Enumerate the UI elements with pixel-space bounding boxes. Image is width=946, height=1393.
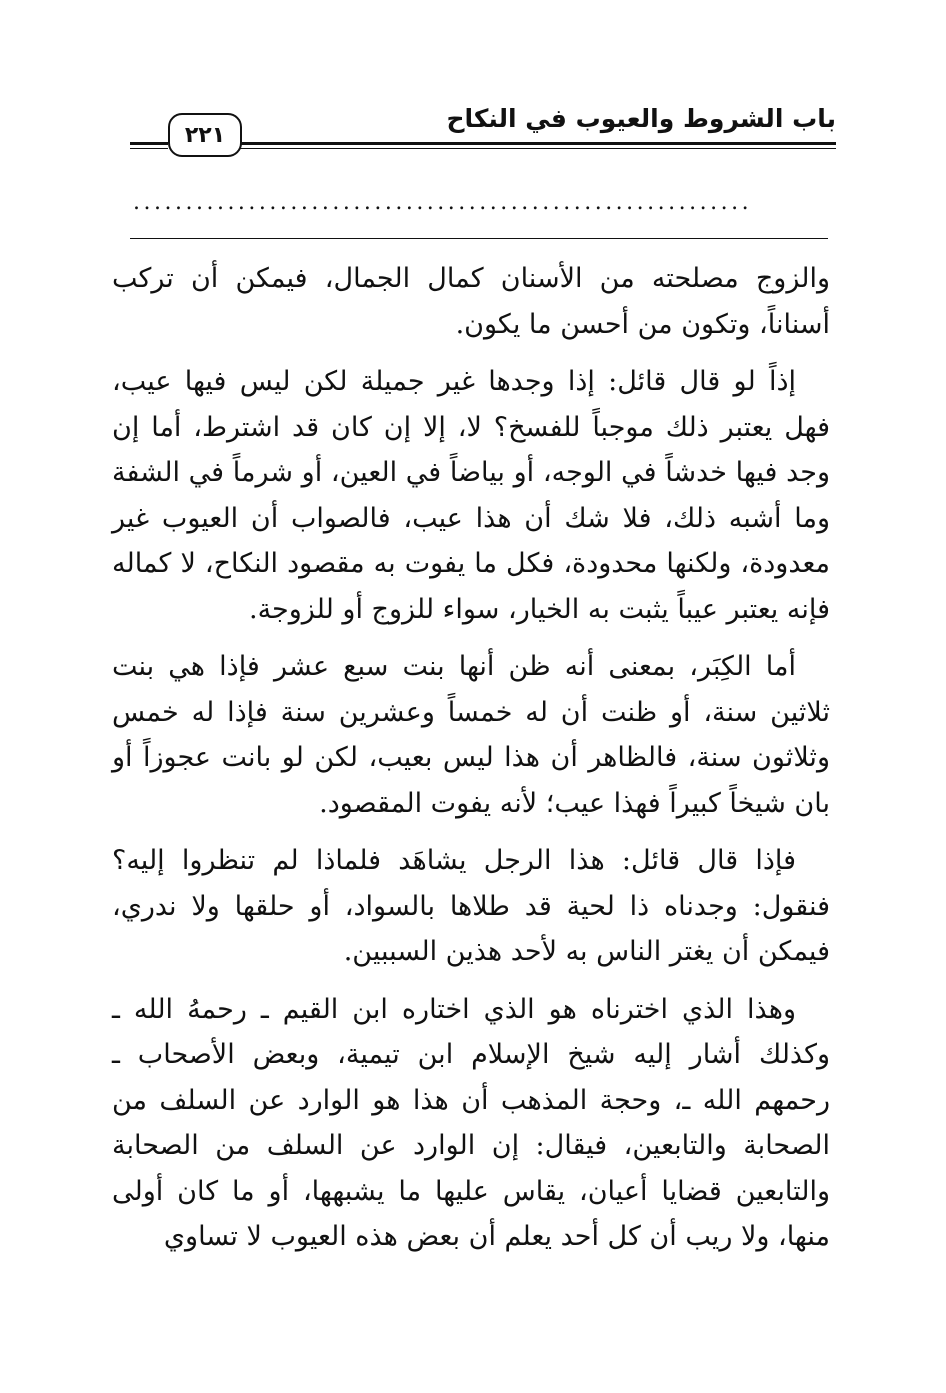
- body-text: [112, 256, 830, 1272]
- paragraph: إذاً لو قال قائل: إذا وجدها غير جميلة لكن ليس فيها عيب، فهل يعتبر ذلك موجباً للفسخ؟ لا، إلا إن كان قد اشترط، أما إن وجد فيها خدشاً في الوجه، أو بياضاً في العين، أو شرماً في الشفة وما أشبه ذلك، فلا شك أن هذا عيب، فالصواب أن العيوب غير معدودة، ولكنها محدودة، فكل ما يفوت به مقصود النكاح، لا كماله فإنه يعتبر عيباً يثبت به الخيار، سواء للزوج أو للزوجة.: [112, 366, 830, 625]
- running-header-title: باب الشروط والعيوب في النكاح: [446, 104, 836, 133]
- paragraph: وهذا الذي اخترناه هو الذي اختاره ابن القيم ـ رحمهُ الله ـ وكذلك أشار إليه شيخ الإسلام ابن تيمية، وبعض الأصحاب ـ رحمهم الله ـ، وحجة المذهب أن هذا هو الوارد عن السلف من الصحابة والتابعين، فيقال: إن الوارد عن السلف من الصحابة والتابعين قضايا أعيان، يقاس عليها ما يشبهها، أو ما كان أولى منها، ولا ريب أن كل أحد يعلم أن بعض هذه العيوب لا تساوي: [112, 993, 830, 1252]
- header-rule-left: [130, 142, 168, 149]
- separator-rule: [130, 238, 828, 239]
- header-rule: [238, 142, 836, 149]
- dotted-separator: ...........................................................: [133, 192, 753, 214]
- page-number-badge: ٢٢١: [168, 113, 242, 157]
- paragraph: والزوج مصلحته من الأسنان كمال الجمال، فيمكن أن تركب أسناناً، وتكون من أحسن ما يكون.: [112, 263, 830, 340]
- paragraph: فإذا قال قائل: هذا الرجل يشاهَد فلماذا لم تنظروا إليه؟ فنقول: وجدناه ذا لحية قد طلاها بالسواد، أو حلقها ولا ندري، فيمكن أن يغتر الناس به لأحد هذين السببين.: [112, 845, 830, 967]
- paragraph: أما الكِبَر، بمعنى أنه ظن أنها بنت سبع عشر فإذا هي بنت ثلاثين سنة، أو ظنت أن له خمساً وعشرين سنة فإذا له خمس وثلاثون سنة، فالظاهر أن هذا ليس بعيب، لكن لو بانت عجوزاً أو بان شيخاً كبيراً فهذا عيب؛ لأنه يفوت المقصود.: [112, 651, 830, 819]
